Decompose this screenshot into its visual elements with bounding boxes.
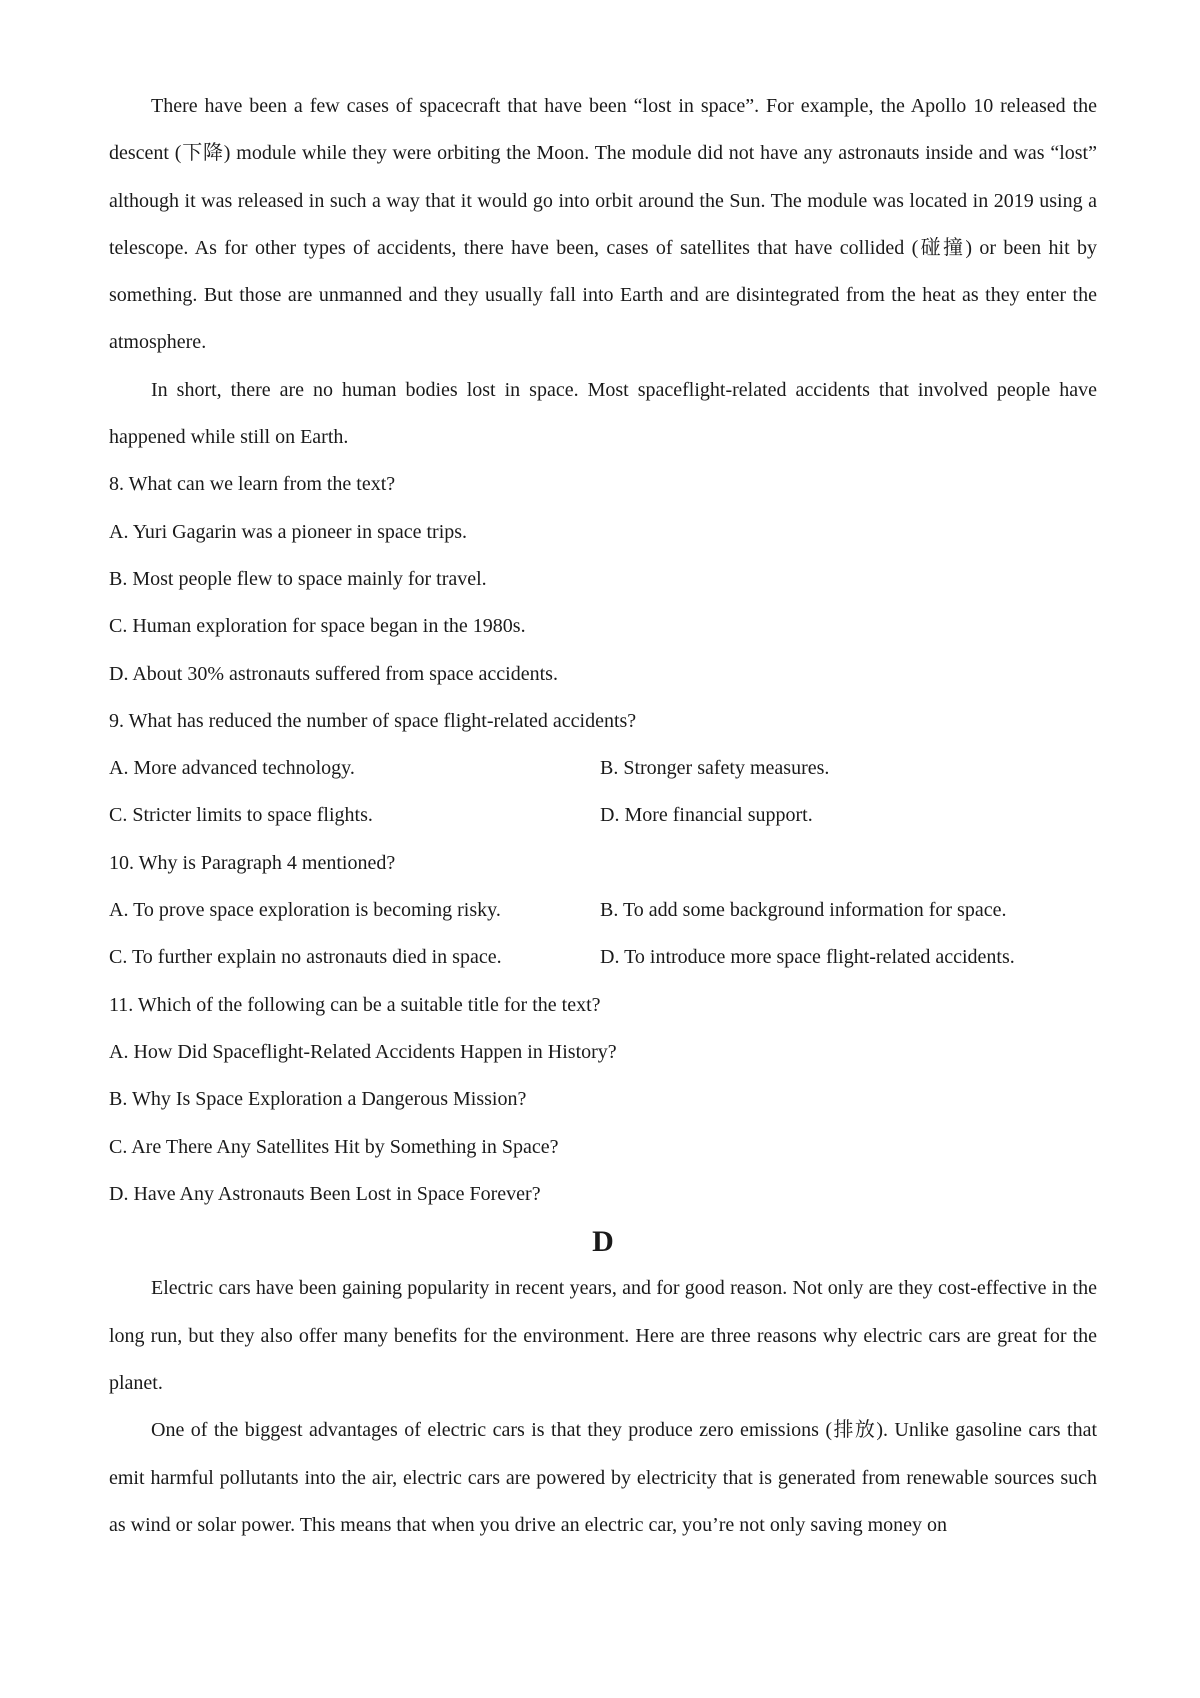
option-a: A. More advanced technology. xyxy=(109,757,355,780)
question-8 xyxy=(109,461,1097,697)
option-b: B. Most people flew to space mainly for travel. xyxy=(109,567,487,590)
option-row xyxy=(109,792,1097,839)
question-9 xyxy=(109,698,1097,840)
passage-c-paragraph-2: In short, there are no human bodies lost in space. Most spaceflight-related accidents that involved people have happened while still on Earth. xyxy=(109,378,1097,449)
question-11 xyxy=(109,982,1097,1218)
option-d: D. To introduce more space flight-related accidents. xyxy=(600,946,1015,969)
option-a: A. Yuri Gagarin was a pioneer in space trips. xyxy=(109,520,468,543)
question-stem: 8. What can we learn from the text? xyxy=(109,473,396,496)
passage-c-paragraph-1: There have been a few cases of spacecraft that have been “lost in space”. For example, the Apollo 10 released the descent (下降) module while they were orbiting the Moon. The module did not have any astronauts inside and was “lost” although it was released in such a way that it would go into orbit around the Sun. The module was located in 2019 using a telescope. As for other types of accidents, there have been, cases of satellites that have collided (碰撞) or been hit by something. But those are unmanned and they usually fall into Earth and are disintegrated from the heat as they enter the atmosphere. xyxy=(109,95,1097,354)
passage-d-paragraph-2: One of the biggest advantages of electric cars is that they produce zero emissions (排放). Unlike gasoline cars that emit harmful pollutants into the air, electric cars are powered by electricity that is generated from renewable sources such as wind or solar power. This means that when you drive an electric car, you’re not only saving money on xyxy=(109,1419,1097,1536)
option-row xyxy=(109,745,1097,792)
option-a: A. How Did Spaceflight-Related Accidents Happen in History? xyxy=(109,1040,617,1063)
question-10 xyxy=(109,840,1097,982)
passage-c xyxy=(109,83,1097,1549)
option-c: C. To further explain no astronauts died in space. xyxy=(109,946,502,969)
option-c: C. Human exploration for space began in the 1980s. xyxy=(109,615,526,638)
option-a: A. To prove space exploration is becoming risky. xyxy=(109,899,501,922)
question-stem: 10. Why is Paragraph 4 mentioned? xyxy=(109,851,396,874)
option-b: B. Why Is Space Exploration a Dangerous Mission? xyxy=(109,1088,527,1111)
option-row xyxy=(109,934,1097,981)
question-stem: 11. Which of the following can be a suitable title for the text? xyxy=(109,993,601,1016)
option-d: D. Have Any Astronauts Been Lost in Space Forever? xyxy=(109,1182,541,1205)
option-row xyxy=(109,887,1097,934)
question-stem: 9. What has reduced the number of space flight-related accidents? xyxy=(109,709,637,732)
option-d: D. More financial support. xyxy=(600,804,813,827)
option-c: C. Stricter limits to space flights. xyxy=(109,804,373,827)
section-heading: D xyxy=(592,1225,614,1259)
option-b: B. To add some background information for space. xyxy=(600,899,1007,922)
passage-d-paragraph-1: Electric cars have been gaining popularity in recent years, and for good reason. Not only are they cost-effective in the long run, but they also offer many benefits for the environment. Here are three reasons why electric cars are great for the planet. xyxy=(109,1277,1097,1395)
option-d: D. About 30% astronauts suffered from space accidents. xyxy=(109,662,558,685)
option-c: C. Are There Any Satellites Hit by Something in Space? xyxy=(109,1135,559,1158)
option-b: B. Stronger safety measures. xyxy=(600,757,830,780)
